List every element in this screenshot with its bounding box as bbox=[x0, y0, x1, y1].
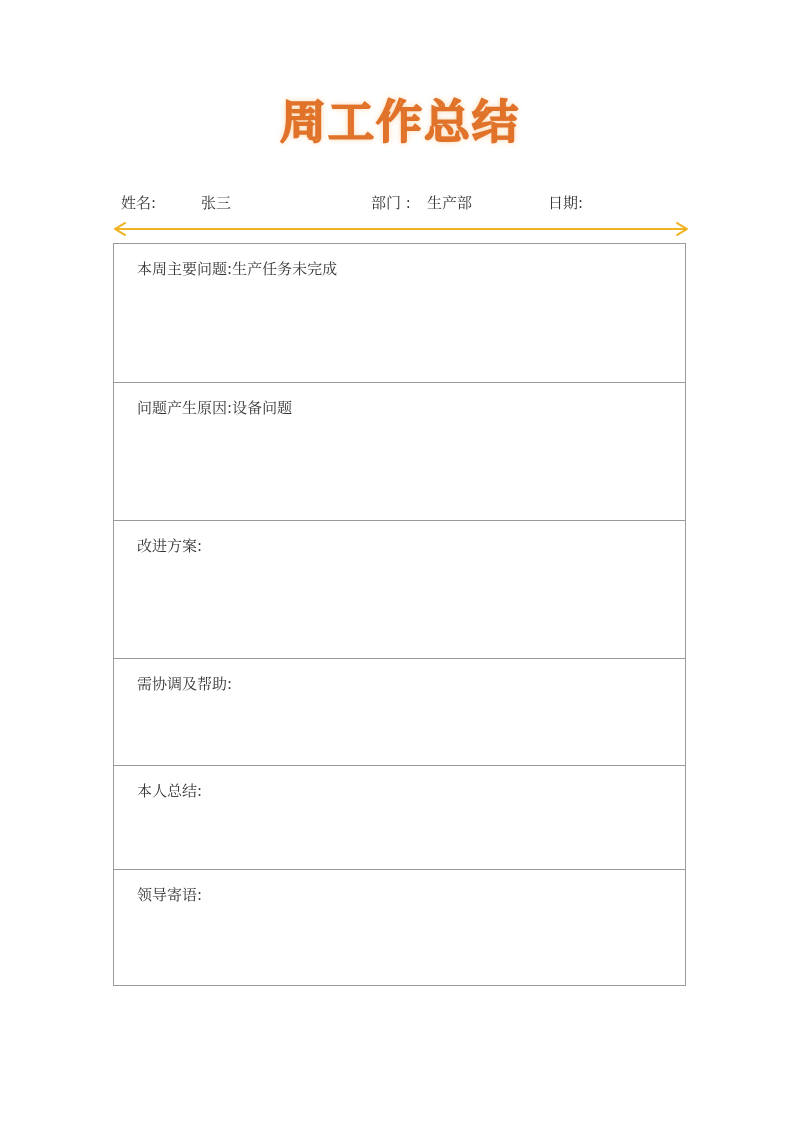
section-label: 需协调及帮助: bbox=[137, 675, 233, 693]
section-label: 问题产生原因: bbox=[137, 399, 233, 417]
name-value: 张三 bbox=[201, 194, 232, 212]
section-text bbox=[137, 780, 202, 801]
section-improvement-plan bbox=[114, 521, 685, 659]
section-label: 领导寄语: bbox=[137, 886, 203, 904]
section-value: 生产任务未完成 bbox=[232, 260, 338, 278]
department-label: 部门 : bbox=[371, 194, 411, 212]
section-label: 改进方案: bbox=[137, 537, 203, 555]
section-text bbox=[137, 397, 292, 418]
section-coordination-help bbox=[114, 659, 685, 766]
section-text bbox=[137, 535, 202, 556]
section-text bbox=[137, 258, 337, 279]
date-label: 日期: bbox=[548, 194, 584, 212]
section-text bbox=[137, 884, 202, 905]
section-label: 本周主要问题: bbox=[137, 260, 233, 278]
section-causes bbox=[114, 383, 685, 521]
section-label: 本人总结: bbox=[137, 782, 203, 800]
section-leader-comments bbox=[114, 870, 685, 985]
page-title: 周工作总结 bbox=[280, 95, 520, 149]
name-label: 姓名: bbox=[121, 194, 157, 212]
section-value: 设备问题 bbox=[232, 399, 293, 417]
section-text bbox=[137, 673, 232, 694]
double-arrow-divider-icon bbox=[112, 220, 690, 238]
summary-form-table bbox=[113, 243, 686, 986]
section-main-issues bbox=[114, 244, 685, 383]
department-value: 生产部 bbox=[427, 194, 473, 212]
info-row bbox=[0, 192, 800, 212]
section-self-summary bbox=[114, 766, 685, 870]
